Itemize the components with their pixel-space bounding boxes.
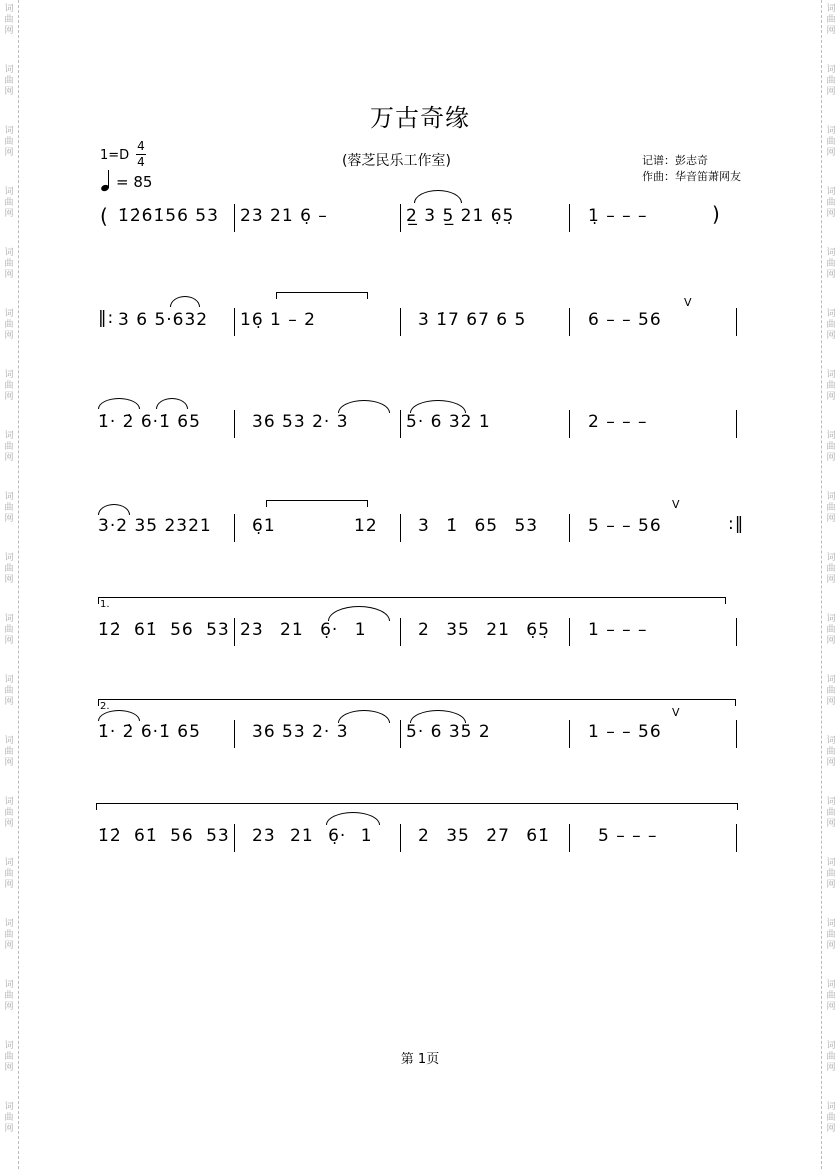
time-signature-top: 4 xyxy=(137,139,145,153)
watermark-mark: 词 曲 网 xyxy=(826,309,836,341)
watermark-mark: 词 曲 网 xyxy=(4,1041,14,1073)
tempo-value: = 85 xyxy=(116,173,153,191)
r6-m1: 1̇· 2̇ 6·1̇ 65 xyxy=(98,722,201,742)
time-signature-bottom: 4 xyxy=(137,155,145,169)
volta-bracket xyxy=(98,597,726,598)
barline xyxy=(736,824,737,852)
barline xyxy=(569,618,570,646)
watermark-mark: 词 曲 网 xyxy=(4,797,14,829)
watermark-mark: 词 曲 网 xyxy=(4,4,14,36)
key-signature: 1=D xyxy=(100,148,130,163)
watermark-mark: 词 曲 网 xyxy=(4,431,14,463)
barline xyxy=(400,204,401,232)
r1-m1: 1̇2̇6̇1̇56 53 xyxy=(118,206,219,226)
watermark-mark: 词 曲 网 xyxy=(4,309,14,341)
volta-label: 1. xyxy=(100,599,110,610)
watermark-mark: 词 曲 网 xyxy=(4,980,14,1012)
r1-m3: 2̲ 3 5̲ 21 6̣5̣ xyxy=(406,206,515,226)
watermark-mark: 词 曲 网 xyxy=(826,187,836,219)
watermark-mark: 词 曲 网 xyxy=(826,1102,836,1134)
watermark-mark: 词 曲 网 xyxy=(826,980,836,1012)
slur xyxy=(326,812,380,825)
r2-m4: 6 – – 56 xyxy=(588,310,662,330)
quarter-note-icon xyxy=(100,170,112,194)
open-paren: ( xyxy=(100,204,109,228)
watermark-mark: 词 曲 网 xyxy=(4,65,14,97)
notation-credit: 记谱：彭志奇 xyxy=(642,154,708,167)
repeat-start: ‖: xyxy=(98,308,115,328)
barline xyxy=(234,618,235,646)
watermark-mark: 词 曲 网 xyxy=(4,1102,14,1134)
slur xyxy=(328,606,390,621)
r7-m3: 2 35 2̇7 61̇ xyxy=(418,826,550,846)
barline xyxy=(569,308,570,336)
r4-m2: 6̣1 12 xyxy=(252,516,378,536)
slur xyxy=(156,398,188,409)
barline xyxy=(569,204,570,232)
watermark-mark: 词 曲 网 xyxy=(4,187,14,219)
watermark-mark: 词 曲 网 xyxy=(826,675,836,707)
r6-m4: 1 – – 56 xyxy=(588,722,662,742)
barline xyxy=(234,204,235,232)
slur xyxy=(98,504,130,515)
watermark-mark: 词 曲 网 xyxy=(4,614,14,646)
r6-m3: 5· 6 35 2 xyxy=(406,722,491,742)
watermark-mark: 词 曲 网 xyxy=(826,492,836,524)
r1-m2: 23 21 6̣ – xyxy=(240,206,328,226)
phrase-bracket xyxy=(96,803,738,804)
watermark-mark: 词 曲 网 xyxy=(826,431,836,463)
barline xyxy=(400,618,401,646)
watermark-mark: 词 曲 网 xyxy=(4,492,14,524)
score-title: 万古奇缘 xyxy=(370,104,470,132)
barline xyxy=(569,514,570,542)
slur xyxy=(98,398,140,409)
r6-m2: 36 53 2· 3 xyxy=(252,722,349,742)
watermark-mark: 词 曲 网 xyxy=(4,675,14,707)
watermark-mark: 词 曲 网 xyxy=(4,553,14,585)
breath-mark: V xyxy=(684,296,692,309)
time-signature xyxy=(136,140,146,169)
watermark-mark: 词 曲 网 xyxy=(826,4,836,36)
barline xyxy=(569,824,570,852)
barline xyxy=(234,514,235,542)
barline xyxy=(400,308,401,336)
r3-m4: 2 – – – xyxy=(588,412,648,432)
watermark-mark: 词 曲 网 xyxy=(4,736,14,768)
watermark-mark: 词 曲 网 xyxy=(826,919,836,951)
volta-label: 2. xyxy=(100,701,110,712)
r5-m3: 2 35 21 6̣5̣ xyxy=(418,620,550,640)
r2-m3: 3 1̇7 67 6 5 xyxy=(418,310,527,330)
breath-mark: V xyxy=(672,498,680,511)
barline xyxy=(234,720,235,748)
barline xyxy=(234,308,235,336)
barline xyxy=(234,824,235,852)
watermark-mark: 词 曲 网 xyxy=(826,1041,836,1073)
r5-m1: 1̇2̇ 61̇ 56 53 xyxy=(98,620,230,640)
watermark-mark: 词 曲 网 xyxy=(4,370,14,402)
watermark-mark: 词 曲 网 xyxy=(826,248,836,280)
watermark-mark: 词 曲 网 xyxy=(826,370,836,402)
studio-name: (蓉芝民乐工作室) xyxy=(342,153,451,169)
watermark-mark: 词 曲 网 xyxy=(4,126,14,158)
r3-m1: 1̇· 2̇ 6·1̇ 65 xyxy=(98,412,201,432)
barline xyxy=(234,410,235,438)
tie-bracket xyxy=(266,500,368,501)
slur xyxy=(414,190,462,203)
volta-bracket xyxy=(98,699,736,700)
slur xyxy=(170,296,200,307)
watermark-mark: 词 曲 网 xyxy=(826,553,836,585)
tempo-marking xyxy=(100,170,152,194)
credits xyxy=(642,153,741,185)
watermark-mark: 词 曲 网 xyxy=(826,614,836,646)
r3-m3: 5· 6 32 1 xyxy=(406,412,491,432)
r5-m4: 1 – – – xyxy=(588,620,648,640)
barline xyxy=(400,824,401,852)
r2-m1: 3 6 5·632 xyxy=(118,310,209,330)
tie-bracket xyxy=(276,292,368,293)
r3-m2: 36 53 2· 3 xyxy=(252,412,349,432)
r4-m4: 5 – – 56 xyxy=(588,516,662,536)
barline xyxy=(569,720,570,748)
barline xyxy=(736,720,737,748)
repeat-end: :‖ xyxy=(728,514,745,534)
watermark-mark: 词 曲 网 xyxy=(826,126,836,158)
watermark-mark: 词 曲 网 xyxy=(826,858,836,890)
barline xyxy=(400,720,401,748)
barline xyxy=(736,618,737,646)
watermark-mark: 词 曲 网 xyxy=(826,65,836,97)
watermark-mark: 词 曲 网 xyxy=(826,736,836,768)
r4-m1: 3·2 35 2321 xyxy=(98,516,212,536)
watermark-mark: 词 曲 网 xyxy=(4,919,14,951)
barline xyxy=(736,410,737,438)
r4-m3: 3 1̇ 65 53 xyxy=(418,516,539,536)
breath-mark: V xyxy=(672,706,680,719)
r5-m2: 23 21 6̣· 1 xyxy=(240,620,367,640)
watermark-mark: 词 曲 网 xyxy=(4,248,14,280)
watermark-mark: 词 曲 网 xyxy=(826,797,836,829)
barline xyxy=(736,308,737,336)
r7-m1: 1̇2̇ 61̇ 56 53 xyxy=(98,826,230,846)
close-paren: ) xyxy=(712,202,721,226)
watermark-mark: 词 曲 网 xyxy=(4,858,14,890)
r7-m4: 5 – – – xyxy=(598,826,658,846)
r7-m2: 23 21 6̣· 1 xyxy=(252,826,373,846)
r2-m2: 16̣ 1 – 2 xyxy=(240,310,316,330)
page-number: 第 1页 xyxy=(400,1052,440,1067)
barline xyxy=(400,514,401,542)
barline xyxy=(569,410,570,438)
composer-credit: 作曲：华音笛萧网友 xyxy=(642,170,741,183)
r1-m4: 1̣ – – – xyxy=(588,206,648,226)
barline xyxy=(400,410,401,438)
